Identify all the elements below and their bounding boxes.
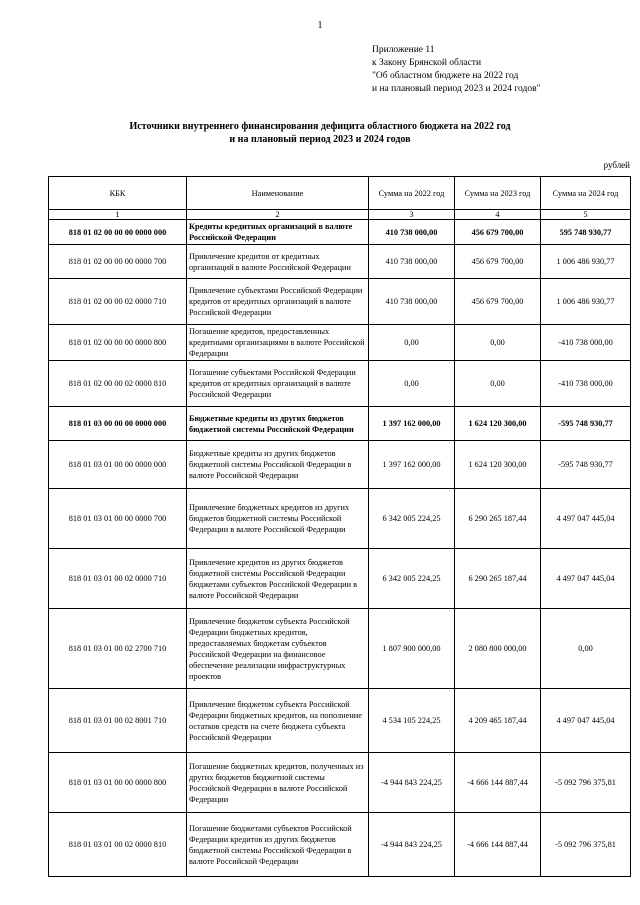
table-row [49, 279, 631, 325]
name-cell: Погашение бюджетами субъектов Российской Федерации кредитов из других бюджетов бюджетной системы Российской Федерации в валюте Российской Федерации [187, 813, 369, 877]
appendix-line-4: и на плановый период 2023 и 2024 годов" [372, 84, 541, 94]
sum-2024-cell: -595 748 930,77 [541, 407, 631, 441]
sum-2024-cell: -595 748 930,77 [541, 441, 631, 489]
kbk-cell: 818 01 03 01 00 00 0000 700 [49, 489, 187, 549]
kbk-cell: 818 01 03 01 00 02 2700 710 [49, 609, 187, 689]
sum-2024-cell: 0,00 [541, 609, 631, 689]
sum-2024-cell: -410 738 000,00 [541, 361, 631, 407]
column-number: 5 [541, 210, 631, 220]
page-number: 1 [317, 20, 323, 31]
column-number: 2 [187, 210, 369, 220]
sum-2024-cell: 4 497 047 445,04 [541, 489, 631, 549]
appendix-line-2: к Закону Брянской области [372, 58, 482, 68]
table-row [49, 220, 631, 245]
table-row [49, 489, 631, 549]
appendix-block [372, 44, 540, 96]
sum-2022-cell: 1 397 162 000,00 [369, 407, 455, 441]
name-cell: Погашение бюджетных кредитов, полученных из других бюджетов бюджетной системы Российской Федерации в валюте Российской Федерации [187, 753, 369, 813]
sum-2024-cell: 4 497 047 445,04 [541, 549, 631, 609]
sum-2023-cell: 1 624 120 300,00 [455, 407, 541, 441]
name-cell: Бюджетные кредиты из других бюджетов бюджетной системы Российской Федерации [187, 407, 369, 441]
column-number: 1 [49, 210, 187, 220]
kbk-cell: 818 01 02 00 00 02 0000 710 [49, 279, 187, 325]
sum-2024-cell: -410 738 000,00 [541, 325, 631, 361]
name-cell: Привлечение субъектами Российской Федерации кредитов от кредитных организаций в валюте Российской Федерации [187, 279, 369, 325]
table-header-row [49, 177, 631, 210]
table-row [49, 813, 631, 877]
sum-2023-cell: 0,00 [455, 361, 541, 407]
column-number-row [49, 210, 631, 220]
header-sum-2022: Сумма на 2022 год [369, 177, 455, 210]
name-cell: Бюджетные кредиты из других бюджетов бюджетной системы Российской Федерации в валюте Российской Федерации [187, 441, 369, 489]
sum-2023-cell: 456 679 700,00 [455, 245, 541, 279]
title-line-1: Источники внутреннего финансирования дефицита областного бюджета на 2022 год [129, 121, 511, 132]
kbk-cell: 818 01 02 00 00 00 0000 800 [49, 325, 187, 361]
sum-2022-cell: 0,00 [369, 361, 455, 407]
sum-2024-cell: 4 497 047 445,04 [541, 689, 631, 753]
sum-2022-cell: 1 807 900 000,00 [369, 609, 455, 689]
sum-2023-cell: 6 290 265 187,44 [455, 489, 541, 549]
name-cell: Привлечение бюджетом субъекта Российской Федерации бюджетных кредитов, предоставляемых бюджетам субъектов Российской Федерации на финансовое обеспечение реализации инфраструктурных проектов [187, 609, 369, 689]
table-row [49, 361, 631, 407]
sum-2023-cell: 2 080 800 000,00 [455, 609, 541, 689]
sum-2023-cell: 4 209 465 187,44 [455, 689, 541, 753]
name-cell: Погашение субъектами Российской Федерации кредитов от кредитных организаций в валюте Российской Федерации [187, 361, 369, 407]
name-cell: Привлечение кредитов от кредитных организаций в валюте Российской Федерации [187, 245, 369, 279]
table-row [49, 407, 631, 441]
table-body [49, 220, 631, 877]
header-sum-2024: Сумма на 2024 год [541, 177, 631, 210]
kbk-cell: 818 01 02 00 00 00 0000 700 [49, 245, 187, 279]
kbk-cell: 818 01 02 00 00 00 0000 000 [49, 220, 187, 245]
name-cell: Погашение кредитов, предоставленных кредитными организациями в валюте Российской Федерации [187, 325, 369, 361]
kbk-cell: 818 01 03 01 00 00 0000 800 [49, 753, 187, 813]
kbk-cell: 818 01 03 00 00 00 0000 000 [49, 407, 187, 441]
kbk-cell: 818 01 03 01 00 02 0000 810 [49, 813, 187, 877]
appendix-line-1: Приложение 11 [372, 45, 435, 55]
column-number: 3 [369, 210, 455, 220]
sum-2024-cell: 595 748 930,77 [541, 220, 631, 245]
header-kbk: КБК [49, 177, 187, 210]
sum-2024-cell: 1 006 486 930,77 [541, 245, 631, 279]
sum-2024-cell: 1 006 486 930,77 [541, 279, 631, 325]
table-row [49, 441, 631, 489]
sum-2023-cell: -4 666 144 887,44 [455, 753, 541, 813]
header-sum-2023: Сумма на 2023 год [455, 177, 541, 210]
sum-2022-cell: 410 738 000,00 [369, 279, 455, 325]
sum-2023-cell: -4 666 144 887,44 [455, 813, 541, 877]
table-row [49, 689, 631, 753]
appendix-line-3: "Об областном бюджете на 2022 год [372, 71, 519, 81]
kbk-cell: 818 01 03 01 00 00 0000 000 [49, 441, 187, 489]
table-row [49, 245, 631, 279]
name-cell: Привлечение кредитов из других бюджетов бюджетной системы Российской Федерации бюджетами субъектов Российской Федерации в валюте Российской Федерации [187, 549, 369, 609]
sum-2022-cell: 6 342 005 224,25 [369, 549, 455, 609]
sum-2023-cell: 456 679 700,00 [455, 220, 541, 245]
sum-2022-cell: 410 738 000,00 [369, 220, 455, 245]
kbk-cell: 818 01 03 01 00 02 8001 710 [49, 689, 187, 753]
sources-table [48, 176, 631, 877]
sum-2023-cell: 1 624 120 300,00 [455, 441, 541, 489]
kbk-cell: 818 01 02 00 00 02 0000 810 [49, 361, 187, 407]
sum-2022-cell: 6 342 005 224,25 [369, 489, 455, 549]
sum-2023-cell: 0,00 [455, 325, 541, 361]
table-row [49, 609, 631, 689]
units-label: рублей [603, 160, 630, 170]
title-line-2: и на плановый период 2023 и 2024 годов [229, 134, 411, 145]
sum-2022-cell: -4 944 843 224,25 [369, 813, 455, 877]
sum-2022-cell: 410 738 000,00 [369, 245, 455, 279]
sum-2024-cell: -5 092 796 375,81 [541, 753, 631, 813]
sum-2023-cell: 456 679 700,00 [455, 279, 541, 325]
name-cell: Кредиты кредитных организаций в валюте Российской Федерации [187, 220, 369, 245]
sum-2024-cell: -5 092 796 375,81 [541, 813, 631, 877]
table-row [49, 325, 631, 361]
sum-2022-cell: 1 397 162 000,00 [369, 441, 455, 489]
sum-2022-cell: -4 944 843 224,25 [369, 753, 455, 813]
sum-2023-cell: 6 290 265 187,44 [455, 549, 541, 609]
document-title [0, 120, 640, 146]
table-row [49, 549, 631, 609]
kbk-cell: 818 01 03 01 00 02 0000 710 [49, 549, 187, 609]
header-name: Наименование [187, 177, 369, 210]
name-cell: Привлечение бюджетом субъекта Российской Федерации бюджетных кредитов, на пополнение остатков средств на счете бюджета субъекта Российской Федерации [187, 689, 369, 753]
name-cell: Привлечение бюджетных кредитов из других бюджетов бюджетной системы Российской Федерации в валюте Российской Федерации [187, 489, 369, 549]
sum-2022-cell: 4 534 105 224,25 [369, 689, 455, 753]
sum-2022-cell: 0,00 [369, 325, 455, 361]
table-row [49, 753, 631, 813]
column-number: 4 [455, 210, 541, 220]
